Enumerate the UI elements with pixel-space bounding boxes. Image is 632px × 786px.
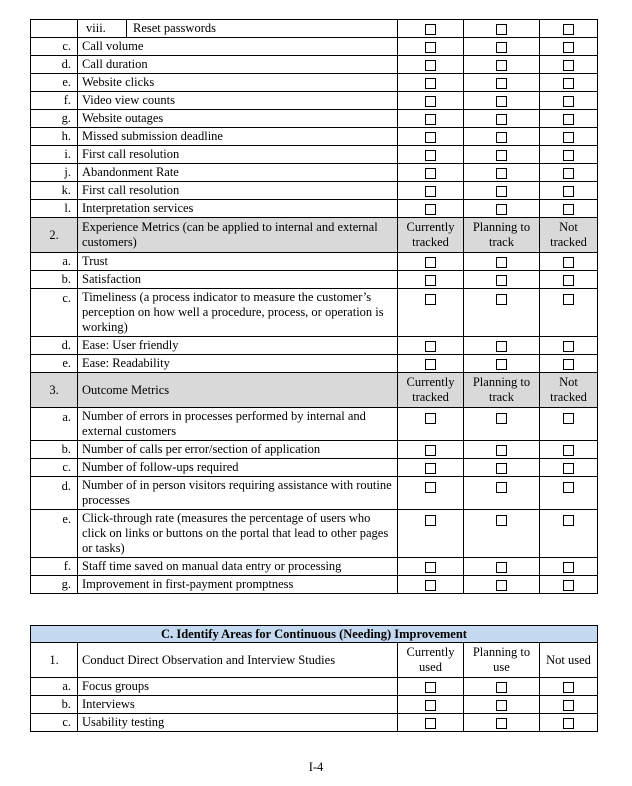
- currently-cell: [398, 576, 464, 594]
- planning-checkbox[interactable]: [496, 42, 507, 53]
- col-header-not: Not tracked: [540, 218, 598, 253]
- planning-cell: [464, 477, 540, 510]
- planning-cell: [464, 74, 540, 92]
- currently-checkbox[interactable]: [425, 413, 436, 424]
- currently-cell: [398, 678, 464, 696]
- section-number: 2.: [31, 218, 78, 253]
- currently-cell: [398, 20, 464, 38]
- planning-checkbox[interactable]: [496, 204, 507, 215]
- table-row: [31, 355, 598, 373]
- currently-cell: [398, 355, 464, 373]
- item-number: a.: [31, 678, 78, 696]
- planning-checkbox[interactable]: [496, 463, 507, 474]
- currently-checkbox[interactable]: [425, 445, 436, 456]
- item-label: Website outages: [78, 110, 398, 128]
- not-checkbox[interactable]: [563, 24, 574, 35]
- not-cell: [540, 20, 598, 38]
- not-checkbox[interactable]: [563, 257, 574, 268]
- currently-cell: [398, 714, 464, 732]
- section-header-row: [31, 643, 598, 678]
- not-checkbox[interactable]: [563, 359, 574, 370]
- not-checkbox[interactable]: [563, 294, 574, 305]
- item-number: f.: [31, 558, 78, 576]
- not-checkbox[interactable]: [563, 132, 574, 143]
- not-cell: [540, 182, 598, 200]
- not-cell: [540, 714, 598, 732]
- planning-cell: [464, 337, 540, 355]
- col-header-planning: Planning to track: [464, 218, 540, 253]
- planning-cell: [464, 558, 540, 576]
- planning-cell: [464, 459, 540, 477]
- item-label: Improvement in first-payment promptness: [78, 576, 398, 594]
- item-label: Usability testing: [78, 714, 398, 732]
- page-number: I-4: [308, 760, 324, 774]
- item-number: k.: [31, 182, 78, 200]
- table-row: [31, 477, 598, 510]
- not-cell: [540, 146, 598, 164]
- section-title: Experience Metrics (can be applied to internal and external customers): [78, 218, 398, 253]
- table-row: [31, 289, 598, 337]
- currently-checkbox[interactable]: [425, 341, 436, 352]
- currently-cell: [398, 110, 464, 128]
- item-label: First call resolution: [78, 182, 398, 200]
- item-label: Focus groups: [78, 678, 398, 696]
- not-cell: [540, 164, 598, 182]
- currently-cell: [398, 74, 464, 92]
- currently-checkbox[interactable]: [425, 580, 436, 591]
- not-cell: [540, 56, 598, 74]
- planning-cell: [464, 289, 540, 337]
- planning-checkbox[interactable]: [496, 114, 507, 125]
- currently-checkbox[interactable]: [425, 204, 436, 215]
- table-row: [31, 56, 598, 74]
- section-banner-row: [31, 626, 598, 643]
- currently-cell: [398, 38, 464, 56]
- not-cell: [540, 408, 598, 441]
- item-number: a.: [31, 253, 78, 271]
- currently-checkbox[interactable]: [425, 294, 436, 305]
- currently-cell: [398, 182, 464, 200]
- metrics-table: [30, 19, 598, 594]
- planning-checkbox[interactable]: [496, 700, 507, 711]
- currently-checkbox[interactable]: [425, 515, 436, 526]
- not-cell: [540, 253, 598, 271]
- planning-checkbox[interactable]: [496, 60, 507, 71]
- table-row: [31, 253, 598, 271]
- not-checkbox[interactable]: [563, 168, 574, 179]
- planning-cell: [464, 576, 540, 594]
- planning-checkbox[interactable]: [496, 294, 507, 305]
- currently-checkbox[interactable]: [425, 700, 436, 711]
- planning-checkbox[interactable]: [496, 341, 507, 352]
- currently-checkbox[interactable]: [425, 150, 436, 161]
- currently-checkbox[interactable]: [425, 132, 436, 143]
- col-header-not: Not used: [540, 643, 598, 678]
- currently-cell: [398, 477, 464, 510]
- planning-cell: [464, 253, 540, 271]
- currently-cell: [398, 253, 464, 271]
- currently-cell: [398, 558, 464, 576]
- item-label: Number of follow-ups required: [78, 459, 398, 477]
- item-label: Call duration: [78, 56, 398, 74]
- planning-checkbox[interactable]: [496, 580, 507, 591]
- item-number: e.: [31, 74, 78, 92]
- currently-checkbox[interactable]: [425, 60, 436, 71]
- planning-cell: [464, 355, 540, 373]
- currently-checkbox[interactable]: [425, 186, 436, 197]
- currently-cell: [398, 56, 464, 74]
- table-row: [31, 164, 598, 182]
- not-checkbox[interactable]: [563, 204, 574, 215]
- planning-checkbox[interactable]: [496, 78, 507, 89]
- planning-cell: [464, 128, 540, 146]
- planning-cell: [464, 441, 540, 459]
- item-label: Satisfaction: [78, 271, 398, 289]
- not-checkbox[interactable]: [563, 42, 574, 53]
- table-row: [31, 182, 598, 200]
- not-cell: [540, 576, 598, 594]
- currently-checkbox[interactable]: [425, 78, 436, 89]
- planning-checkbox[interactable]: [496, 168, 507, 179]
- not-checkbox[interactable]: [563, 718, 574, 729]
- not-cell: [540, 128, 598, 146]
- section-header-row: [31, 373, 598, 408]
- item-label: Call volume: [78, 38, 398, 56]
- item-label: Trust: [78, 253, 398, 271]
- planning-cell: [464, 164, 540, 182]
- planning-cell: [464, 271, 540, 289]
- not-cell: [540, 92, 598, 110]
- not-cell: [540, 200, 598, 218]
- section-title: Conduct Direct Observation and Interview Studies: [78, 643, 398, 678]
- currently-cell: [398, 164, 464, 182]
- item-number: c.: [31, 38, 78, 56]
- improvement-table: [30, 625, 598, 732]
- planning-checkbox[interactable]: [496, 562, 507, 573]
- planning-cell: [464, 110, 540, 128]
- planning-checkbox[interactable]: [496, 359, 507, 370]
- item-label: Website clicks: [78, 74, 398, 92]
- planning-cell: [464, 146, 540, 164]
- table-row: [31, 576, 598, 594]
- not-cell: [540, 441, 598, 459]
- roman-number: viii.: [78, 20, 127, 37]
- not-checkbox[interactable]: [563, 341, 574, 352]
- currently-checkbox[interactable]: [425, 562, 436, 573]
- planning-checkbox[interactable]: [496, 445, 507, 456]
- table-row: [31, 20, 598, 38]
- item-label: Abandonment Rate: [78, 164, 398, 182]
- currently-checkbox[interactable]: [425, 96, 436, 107]
- not-checkbox[interactable]: [563, 78, 574, 89]
- not-cell: [540, 271, 598, 289]
- table-row: [31, 510, 598, 558]
- not-cell: [540, 110, 598, 128]
- planning-checkbox[interactable]: [496, 413, 507, 424]
- section-number: 1.: [31, 643, 78, 678]
- item-number: d.: [31, 337, 78, 355]
- item-label: Ease: Readability: [78, 355, 398, 373]
- not-cell: [540, 477, 598, 510]
- planning-checkbox[interactable]: [496, 150, 507, 161]
- planning-checkbox[interactable]: [496, 257, 507, 268]
- item-label: Ease: User friendly: [78, 337, 398, 355]
- item-label: Click-through rate (measures the percentage of users who click on links or buttons on the portal that lead to other pages or tasks): [78, 510, 398, 558]
- item-label: First call resolution: [78, 146, 398, 164]
- table-row: [31, 74, 598, 92]
- col-header-currently: Currently used: [398, 643, 464, 678]
- table-row: [31, 271, 598, 289]
- planning-checkbox[interactable]: [496, 24, 507, 35]
- currently-checkbox[interactable]: [425, 257, 436, 268]
- item-number: f.: [31, 92, 78, 110]
- table-row: [31, 696, 598, 714]
- planning-checkbox[interactable]: [496, 186, 507, 197]
- col-header-planning: Planning to track: [464, 373, 540, 408]
- not-checkbox[interactable]: [563, 562, 574, 573]
- planning-cell: [464, 696, 540, 714]
- currently-checkbox[interactable]: [425, 682, 436, 693]
- col-header-currently: Currently tracked: [398, 218, 464, 253]
- planning-checkbox[interactable]: [496, 482, 507, 493]
- currently-cell: [398, 441, 464, 459]
- not-checkbox[interactable]: [563, 445, 574, 456]
- planning-checkbox[interactable]: [496, 515, 507, 526]
- currently-cell: [398, 289, 464, 337]
- not-cell: [540, 558, 598, 576]
- not-cell: [540, 678, 598, 696]
- planning-cell: [464, 38, 540, 56]
- item-number: b.: [31, 696, 78, 714]
- item-number: g.: [31, 110, 78, 128]
- not-cell: [540, 355, 598, 373]
- item-number: g.: [31, 576, 78, 594]
- item-number: d.: [31, 56, 78, 74]
- item-number: a.: [31, 408, 78, 441]
- currently-checkbox[interactable]: [425, 168, 436, 179]
- currently-checkbox[interactable]: [425, 482, 436, 493]
- planning-cell: [464, 92, 540, 110]
- table-row: [31, 714, 598, 732]
- planning-checkbox[interactable]: [496, 275, 507, 286]
- not-cell: [540, 459, 598, 477]
- planning-checkbox[interactable]: [496, 682, 507, 693]
- currently-cell: [398, 146, 464, 164]
- not-checkbox[interactable]: [563, 114, 574, 125]
- item-number: e.: [31, 510, 78, 558]
- planning-cell: [464, 714, 540, 732]
- item-number: c.: [31, 289, 78, 337]
- col-header-planning: Planning to use: [464, 643, 540, 678]
- col-header-currently: Currently tracked: [398, 373, 464, 408]
- item-number: b.: [31, 271, 78, 289]
- planning-cell: [464, 678, 540, 696]
- item-number: h.: [31, 128, 78, 146]
- planning-cell: [464, 20, 540, 38]
- table-row: [31, 408, 598, 441]
- table-row: [31, 38, 598, 56]
- item-number: d.: [31, 477, 78, 510]
- currently-checkbox[interactable]: [425, 275, 436, 286]
- item-label: Missed submission deadline: [78, 128, 398, 146]
- planning-cell: [464, 56, 540, 74]
- not-checkbox[interactable]: [563, 60, 574, 71]
- item-label: Video view counts: [78, 92, 398, 110]
- not-checkbox[interactable]: [563, 700, 574, 711]
- currently-cell: [398, 271, 464, 289]
- planning-cell: [464, 200, 540, 218]
- section-c-title: C. Identify Areas for Continuous (Needing) Improvement: [31, 626, 598, 643]
- not-checkbox[interactable]: [563, 275, 574, 286]
- planning-checkbox[interactable]: [496, 132, 507, 143]
- not-cell: [540, 510, 598, 558]
- item-label: Staff time saved on manual data entry or processing: [78, 558, 398, 576]
- table-row: [31, 337, 598, 355]
- item-number: c.: [31, 459, 78, 477]
- table-row: [31, 146, 598, 164]
- table-row: [31, 110, 598, 128]
- currently-cell: [398, 408, 464, 441]
- table-row: [31, 200, 598, 218]
- planning-checkbox[interactable]: [496, 718, 507, 729]
- table-row: [31, 678, 598, 696]
- currently-checkbox[interactable]: [425, 359, 436, 370]
- not-cell: [540, 289, 598, 337]
- currently-checkbox[interactable]: [425, 24, 436, 35]
- not-checkbox[interactable]: [563, 515, 574, 526]
- table-row: [31, 558, 598, 576]
- not-checkbox[interactable]: [563, 463, 574, 474]
- currently-cell: [398, 459, 464, 477]
- item-label: Interpretation services: [78, 200, 398, 218]
- item-number: i.: [31, 146, 78, 164]
- currently-checkbox[interactable]: [425, 114, 436, 125]
- planning-checkbox[interactable]: [496, 96, 507, 107]
- item-label: Reset passwords: [133, 21, 216, 35]
- currently-cell: [398, 92, 464, 110]
- not-checkbox[interactable]: [563, 413, 574, 424]
- item-label-cell: [78, 20, 398, 38]
- table-row: [31, 92, 598, 110]
- currently-cell: [398, 696, 464, 714]
- table-row: [31, 441, 598, 459]
- currently-cell: [398, 200, 464, 218]
- not-checkbox[interactable]: [563, 682, 574, 693]
- planning-cell: [464, 182, 540, 200]
- currently-checkbox[interactable]: [425, 718, 436, 729]
- item-number: c.: [31, 714, 78, 732]
- currently-checkbox[interactable]: [425, 463, 436, 474]
- item-label: Timeliness (a process indicator to measure the customer’s perception on how well a procedure, process, or operation is working): [78, 289, 398, 337]
- item-number: b.: [31, 441, 78, 459]
- currently-cell: [398, 510, 464, 558]
- not-checkbox[interactable]: [563, 186, 574, 197]
- planning-cell: [464, 408, 540, 441]
- item-label: Number of calls per error/section of application: [78, 441, 398, 459]
- not-checkbox[interactable]: [563, 482, 574, 493]
- currently-cell: [398, 128, 464, 146]
- table-row: [31, 128, 598, 146]
- not-checkbox[interactable]: [563, 580, 574, 591]
- not-cell: [540, 337, 598, 355]
- currently-checkbox[interactable]: [425, 42, 436, 53]
- planning-cell: [464, 510, 540, 558]
- not-cell: [540, 696, 598, 714]
- section-title: Outcome Metrics: [78, 373, 398, 408]
- item-number: j.: [31, 164, 78, 182]
- item-label: Number of in person visitors requiring assistance with routine processes: [78, 477, 398, 510]
- section-number: 3.: [31, 373, 78, 408]
- currently-cell: [398, 337, 464, 355]
- item-number: e.: [31, 355, 78, 373]
- not-checkbox[interactable]: [563, 96, 574, 107]
- not-cell: [540, 38, 598, 56]
- empty-cell: [31, 20, 78, 38]
- not-cell: [540, 74, 598, 92]
- not-checkbox[interactable]: [563, 150, 574, 161]
- item-number: l.: [31, 200, 78, 218]
- section-header-row: [31, 218, 598, 253]
- item-label: Interviews: [78, 696, 398, 714]
- item-label: Number of errors in processes performed by internal and external customers: [78, 408, 398, 441]
- col-header-not: Not tracked: [540, 373, 598, 408]
- table-row: [31, 459, 598, 477]
